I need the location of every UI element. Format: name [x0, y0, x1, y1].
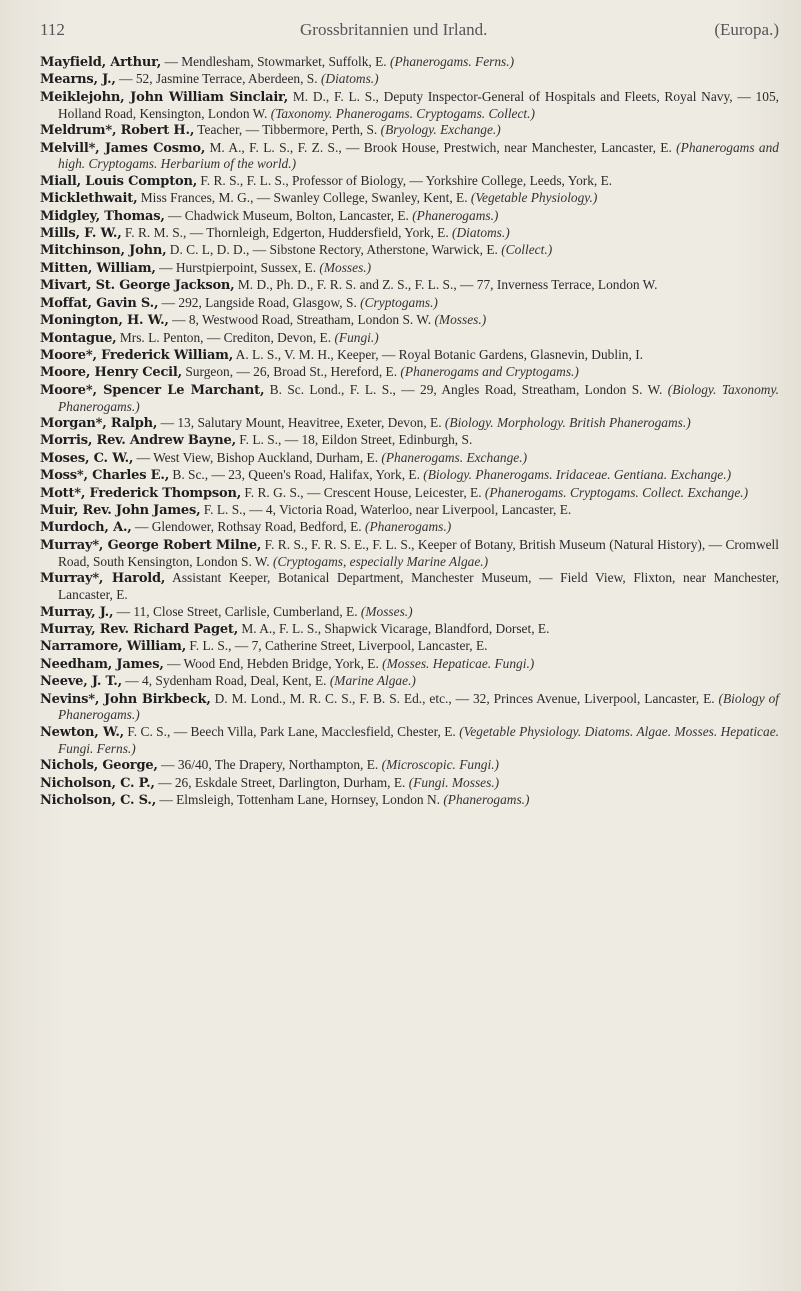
entry-name: Morgan*, Ralph, — [40, 416, 158, 432]
list-item — [40, 775, 779, 792]
list-item — [40, 415, 779, 432]
entry-name: Monington, H. W., — [40, 313, 169, 329]
entry-details: — 13, Salutary Mount, Heavitree, Exeter, Devon, E. — [157, 415, 442, 431]
entry-name: Moore*, Spencer Le Marchant, — [40, 382, 265, 398]
entry-topics: (Phanerogams. Cryptogams. Collect. Exchange.) — [481, 484, 749, 500]
list-item — [40, 190, 779, 207]
entry-name: Needham, James, — [40, 656, 164, 672]
entry-details: M. A., F. L. S., F. Z. S., — Brook House, Prestwich, near Manchester, Lancaster, E. — [205, 139, 672, 155]
list-item — [40, 537, 779, 570]
entry-details: — Glendower, Rothsay Road, Bedford, E. — [131, 519, 362, 535]
list-item — [40, 71, 779, 88]
entry-name: Murray, Rev. Richard Paget, — [40, 621, 239, 637]
entry-topics: (Biology. Phanerogams. Iridaceae. Gentiana. Exchange.) — [419, 467, 732, 483]
list-item — [40, 54, 779, 71]
entry-name: Nicholson, C. P., — [40, 775, 155, 791]
entry-details: Surgeon, — 26, Broad St., Hereford, E. — [181, 364, 398, 380]
list-item — [40, 208, 779, 225]
entry-details: F. R. M. S., — Thornleigh, Edgerton, Huddersfield, York, E. — [121, 225, 449, 241]
entry-name: Mills, F. W., — [40, 226, 122, 242]
page-header — [40, 20, 779, 54]
entry-name: Mitchinson, John, — [40, 243, 167, 259]
list-item — [40, 260, 779, 277]
list-item — [40, 485, 779, 502]
list-item — [40, 277, 779, 294]
entry-details: B. Sc. Lond., F. L. S., — 29, Angles Road, Streatham, London S. W. — [264, 381, 663, 397]
list-item — [40, 89, 779, 122]
entry-details: Assistant Keeper, Botanical Department, Manchester Museum, — Field View, Flixton, near Manchester, Lancaster, E. — [58, 570, 779, 603]
entry-name: Muir, Rev. John James, — [40, 503, 201, 519]
list-item — [40, 519, 779, 536]
entry-details: Teacher, — Tibbermore, Perth, S. — [194, 122, 378, 138]
entry-name: Nevins*, John Birkbeck, — [40, 691, 211, 707]
entry-name: Narramore, William, — [40, 639, 187, 655]
entry-name: Murdoch, A., — [40, 520, 132, 536]
entry-topics: (Collect.) — [497, 242, 553, 258]
entry-topics: (Marine Algae.) — [326, 673, 416, 689]
entry-details: F. L. S., — 18, Eildon Street, Edinburgh, S. — [235, 432, 473, 448]
list-item — [40, 450, 779, 467]
entry-name: Nichols, George, — [40, 758, 158, 774]
entry-list — [40, 54, 779, 809]
list-item — [40, 432, 779, 449]
entry-name: Mitten, William, — [40, 260, 156, 276]
entry-details: — West View, Bishop Auckland, Durham, E. — [133, 449, 379, 465]
list-item — [40, 295, 779, 312]
entry-topics: (Cryptogams, especially Marine Algae.) — [269, 553, 489, 569]
entry-topics: (Vegetable Physiology.) — [467, 190, 598, 206]
entry-details: F. R. G. S., — Crescent House, Leicester, E. — [241, 484, 482, 500]
entry-topics: (Cryptogams.) — [356, 294, 438, 310]
list-item — [40, 330, 779, 347]
entry-topics: (Phanerogams. Ferns.) — [386, 54, 515, 69]
entry-topics: (Mosses.) — [316, 259, 372, 275]
entry-topics: (Phanerogams.) — [361, 519, 452, 535]
list-item — [40, 225, 779, 242]
list-item — [40, 382, 779, 415]
entry-name: Murray*, Harold, — [40, 571, 166, 587]
entry-topics: (Mosses.) — [357, 603, 413, 619]
list-item — [40, 312, 779, 329]
entry-name: Moffat, Gavin S., — [40, 295, 159, 311]
list-item — [40, 242, 779, 259]
entry-name: Moore*, Frederick William, — [40, 347, 234, 363]
list-item — [40, 638, 779, 655]
entry-details: — 11, Close Street, Carlisle, Cumberland, E. — [113, 603, 358, 619]
entry-details: D. C. L, D. D., — Sibstone Rectory, Atherstone, Warwick, E. — [166, 242, 498, 258]
entry-details: — Hurstpierpoint, Sussex, E. — [155, 259, 317, 275]
list-item — [40, 604, 779, 621]
list-item — [40, 673, 779, 690]
entry-details: F. L. S., — 7, Catherine Street, Liverpool, Lancaster, E. — [186, 638, 488, 654]
running-title: Grossbritannien und Irland. — [300, 20, 488, 39]
region-label: (Europa.) — [714, 20, 779, 39]
entry-topics: (Vegetable Physiology. Diatoms. Algae. Mosses. Hepaticae. Fungi. Ferns.) — [58, 723, 779, 756]
entry-topics: (Fungi.) — [331, 329, 379, 345]
entry-name: Melvill*, James Cosmo, — [40, 140, 206, 156]
entry-topics: (Taxonomy. Phanerogams. Cryptogams. Collect.) — [267, 105, 535, 121]
entry-topics: (Phanerogams. Exchange.) — [378, 449, 528, 465]
entry-name: Mearns, J., — [40, 72, 116, 88]
list-item — [40, 173, 779, 190]
entry-name: Miall, Louis Compton, — [40, 173, 198, 189]
entry-name: Mott*, Frederick Thompson, — [40, 485, 242, 501]
entry-details: F. C. S., — Beech Villa, Park Lane, Macclesfield, Chester, E. — [124, 723, 456, 739]
entry-topics: (Phanerogams.) — [439, 791, 530, 807]
entry-topics: (Mosses.) — [431, 312, 487, 328]
entry-details: A. L. S., V. M. H., Keeper, — Royal Botanic Gardens, Glasnevin, Dublin, I. — [233, 346, 643, 362]
entry-details: — 8, Westwood Road, Streatham, London S. W. — [168, 312, 432, 328]
entry-details: — 4, Sydenham Road, Deal, Kent, E. — [121, 673, 327, 689]
entry-name: Meiklejohn, John William Sinclair, — [40, 89, 289, 105]
entry-details: — 52, Jasmine Terrace, Aberdeen, S. — [115, 71, 318, 87]
entry-name: Neeve, J. T., — [40, 674, 122, 690]
entry-details: D. M. Lond., M. R. C. S., F. B. S. Ed., etc., — 32, Princes Avenue, Liverpool, Lancaster, E. — [210, 690, 715, 706]
entry-details: M. D., Ph. D., F. R. S. and Z. S., F. L. S., — 77, Inverness Terrace, London W. — [234, 277, 658, 293]
entry-details: F. R. S., F. L. S., Professor of Biology, — Yorkshire College, Leeds, York, E. — [197, 172, 613, 188]
entry-topics: (Bryology. Exchange.) — [377, 122, 501, 138]
entry-topics: (Diatoms.) — [448, 225, 510, 241]
list-item — [40, 621, 779, 638]
list-item — [40, 792, 779, 809]
entry-name: Mivart, St. George Jackson, — [40, 278, 235, 294]
entry-details: F. L. S., — 4, Victoria Road, Waterloo, near Liverpool, Lancaster, E. — [200, 502, 572, 518]
entry-details: — 36/40, The Drapery, Northampton, E. — [157, 757, 379, 773]
entry-name: Newton, W., — [40, 724, 124, 740]
entry-topics: (Diatoms.) — [317, 71, 379, 87]
entry-name: Murray, J., — [40, 604, 114, 620]
entry-details: Miss Frances, M. G., — Swanley College, Swanley, Kent, E. — [137, 190, 468, 206]
entry-details: — 26, Eskdale Street, Darlington, Durham, E. — [154, 774, 406, 790]
list-item — [40, 656, 779, 673]
list-item — [40, 347, 779, 364]
entry-name: Midgley, Thomas, — [40, 208, 165, 224]
entry-topics: (Biology. Morphology. British Phanerogams.) — [441, 415, 691, 431]
entry-details: M. D., F. L. S., Deputy Inspector-General of Hospitals and Fleets, Royal Navy, — 105, Holland Road, Kensington, London W. — [58, 88, 779, 121]
entry-details: — 292, Langside Road, Glasgow, S. — [158, 294, 357, 310]
entry-topics: (Phanerogams and high. Cryptogams. Herbarium of the world.) — [58, 139, 779, 172]
entry-details: F. R. S., F. R. S. E., F. L. S., Keeper of Botany, British Museum (Natural History), — Cromwell Road, South Kensington, London S. W. — [58, 536, 780, 569]
entry-details: Mrs. L. Penton, — Crediton, Devon, E. — [116, 329, 332, 345]
entry-details: M. A., F. L. S., Shapwick Vicarage, Blandford, Dorset, E. — [238, 620, 550, 636]
entry-topics: (Fungi. Mosses.) — [405, 774, 500, 790]
entry-name: Murray*, George Robert Milne, — [40, 537, 262, 553]
entry-name: Mayfield, Arthur, — [40, 55, 162, 70]
list-item — [40, 570, 779, 603]
list-item — [40, 364, 779, 381]
list-item — [40, 467, 779, 484]
entry-name: Moore, Henry Cecil, — [40, 365, 182, 381]
entry-name: Nicholson, C. S., — [40, 792, 157, 808]
entry-name: Micklethwait, — [40, 191, 138, 207]
entry-details: — Chadwick Museum, Bolton, Lancaster, E. — [164, 207, 409, 223]
entry-details: — Mendlesham, Stowmarket, Suffolk, E. — [161, 54, 387, 69]
entry-details: B. Sc., — 23, Queen's Road, Halifax, York, E. — [169, 467, 420, 483]
entry-topics: (Phanerogams.) — [408, 207, 499, 223]
list-item — [40, 122, 779, 139]
list-item — [40, 757, 779, 774]
entry-name: Moss*, Charles E., — [40, 468, 170, 484]
list-item — [40, 502, 779, 519]
entry-name: Meldrum*, Robert H., — [40, 123, 195, 139]
entry-topics: (Biology. Taxonomy. Phanerogams.) — [58, 381, 780, 414]
entry-topics: (Phanerogams and Cryptogams.) — [397, 364, 579, 380]
list-item — [40, 140, 779, 173]
list-item — [40, 724, 779, 757]
entry-topics: (Biology of Phanerogams.) — [58, 690, 779, 723]
page-number: 112 — [40, 20, 65, 39]
list-item — [40, 691, 779, 724]
entry-topics: (Microscopic. Fungi.) — [378, 757, 500, 773]
entry-details: — Wood End, Hebden Bridge, York, E. — [163, 655, 379, 671]
entry-name: Morris, Rev. Andrew Bayne, — [40, 433, 236, 449]
entry-details: — Elmsleigh, Tottenham Lane, Hornsey, London N. — [156, 791, 440, 807]
entry-topics: (Mosses. Hepaticae. Fungi.) — [378, 655, 535, 671]
entry-name: Moses, C. W., — [40, 450, 134, 466]
entry-name: Montague, — [40, 330, 117, 346]
